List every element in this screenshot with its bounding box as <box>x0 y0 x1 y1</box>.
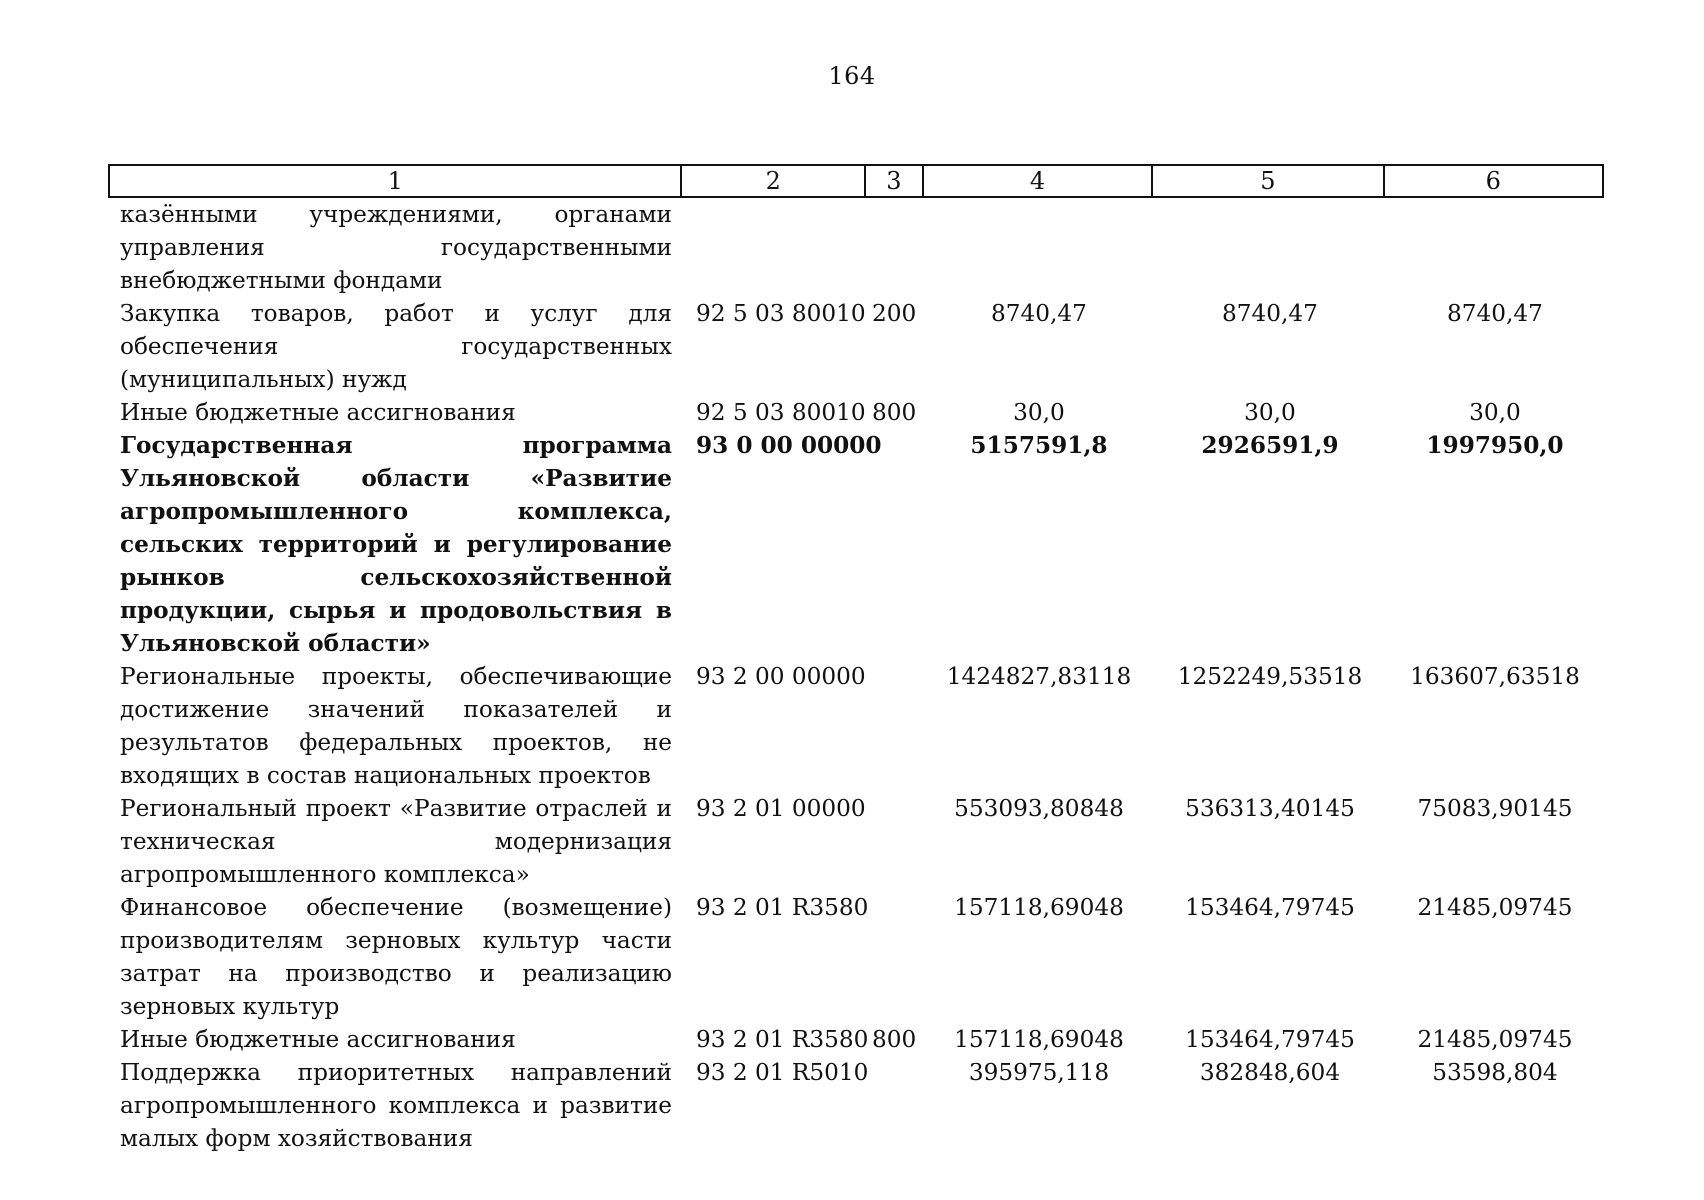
row-value-5: 30,0 <box>1244 399 1296 426</box>
row-value-6: 21485,09745 <box>1417 1026 1573 1053</box>
row-value-4: 395975,118 <box>968 1059 1110 1086</box>
row-value-6: 30,0 <box>1469 399 1521 426</box>
table-row <box>108 1023 1604 1056</box>
row-value-5: 382848,604 <box>1199 1059 1341 1086</box>
row-code: 93 2 01 R3580 <box>696 1026 869 1053</box>
row-value-5: 153464,79745 <box>1185 894 1355 921</box>
row-code: 93 2 01 00000 <box>696 795 866 822</box>
row-value-4: 157118,69048 <box>954 894 1124 921</box>
header-col-5: 5 <box>1153 166 1384 196</box>
row-type <box>866 660 924 792</box>
row-value-6: 53598,804 <box>1432 1059 1558 1086</box>
row-type: 800 <box>872 1026 917 1053</box>
row-value-5: 2926591,9 <box>1201 432 1339 459</box>
row-name: Закупка товаров, работ и услуг для обеспечения государственных (муниципальных) нужд <box>120 300 672 393</box>
row-name: казёнными учреждениями, органами управления государственными внебюджетными фондами <box>120 201 672 294</box>
table-body <box>108 198 1604 1155</box>
header-col-6: 6 <box>1485 167 1501 195</box>
row-code: 93 0 00 00000 <box>696 432 882 459</box>
row-type <box>866 891 924 1023</box>
table-header <box>108 164 1604 198</box>
row-value-6: 21485,09745 <box>1417 894 1573 921</box>
row-name: Иные бюджетные ассигнования <box>120 1026 516 1053</box>
table-row <box>108 1056 1604 1155</box>
row-type <box>866 792 924 891</box>
header-col-3: 3 <box>866 166 924 196</box>
row-value-6: 75083,90145 <box>1417 795 1573 822</box>
row-value-5: 8740,47 <box>1222 300 1318 327</box>
row-type <box>866 198 924 297</box>
row-type <box>866 429 924 660</box>
header-col-1: 1 <box>110 166 682 196</box>
row-name: Иные бюджетные ассигнования <box>120 399 516 426</box>
row-value-5: 536313,40145 <box>1185 795 1355 822</box>
row-type <box>866 1056 924 1155</box>
row-code: 92 5 03 80010 <box>696 399 866 426</box>
table-row <box>108 660 1604 792</box>
header-col-4: 4 <box>924 166 1153 196</box>
row-value-4: 8740,47 <box>991 300 1087 327</box>
row-code <box>682 198 866 297</box>
table-row <box>108 198 1604 297</box>
row-value-6: 1997950,0 <box>1426 432 1564 459</box>
row-value-4: 157118,69048 <box>954 1026 1124 1053</box>
row-name: Поддержка приоритетных направлений агропромышленного комплекса и развитие малых форм хозяйствования <box>120 1059 672 1152</box>
table-row-program <box>108 429 1604 660</box>
header-col-2: 2 <box>682 166 866 196</box>
row-value-5: 1252249,53518 <box>1177 663 1363 690</box>
row-value-6 <box>1386 198 1604 297</box>
row-value-4: 5157591,8 <box>970 432 1108 459</box>
table-row <box>108 792 1604 891</box>
row-value-4: 1424827,83118 <box>946 663 1132 690</box>
row-type: 800 <box>872 399 917 426</box>
row-code: 93 2 01 R5010 <box>696 1059 869 1086</box>
row-name: Региональные проекты, обеспечивающие достижение значений показателей и результатов федеральных проектов, не входящих в состав национальных проектов <box>120 663 672 789</box>
row-value-6: 163607,63518 <box>1410 663 1580 690</box>
row-name: Финансовое обеспечение (возмещение) производителям зерновых культур части затрат на производство и реализацию зерновых культур <box>120 894 672 1020</box>
page-number: 164 <box>828 62 876 90</box>
row-name: Региональный проект «Развитие отраслей и техническая модернизация агропромышленного комплекса» <box>120 795 672 888</box>
row-name: Государственная программа Ульяновской области «Развитие агропромышленного комплекса, сельских территорий и регулирование рынков сельскохозяйственной продукции, сырья и продовольствия в Ульяновской области» <box>120 432 672 657</box>
row-type: 200 <box>872 300 917 327</box>
table-row <box>108 891 1604 1023</box>
row-value-4: 553093,80848 <box>954 795 1124 822</box>
table-row <box>108 396 1604 429</box>
row-value-6: 8740,47 <box>1447 300 1543 327</box>
row-value-4 <box>924 198 1154 297</box>
row-value-4: 30,0 <box>1013 399 1065 426</box>
row-code: 92 5 03 80010 <box>696 300 866 327</box>
row-code: 93 2 01 R3580 <box>696 894 869 921</box>
row-value-5 <box>1154 198 1386 297</box>
table-row <box>108 297 1604 396</box>
row-code: 93 2 00 00000 <box>696 663 866 690</box>
row-value-5: 153464,79745 <box>1185 1026 1355 1053</box>
